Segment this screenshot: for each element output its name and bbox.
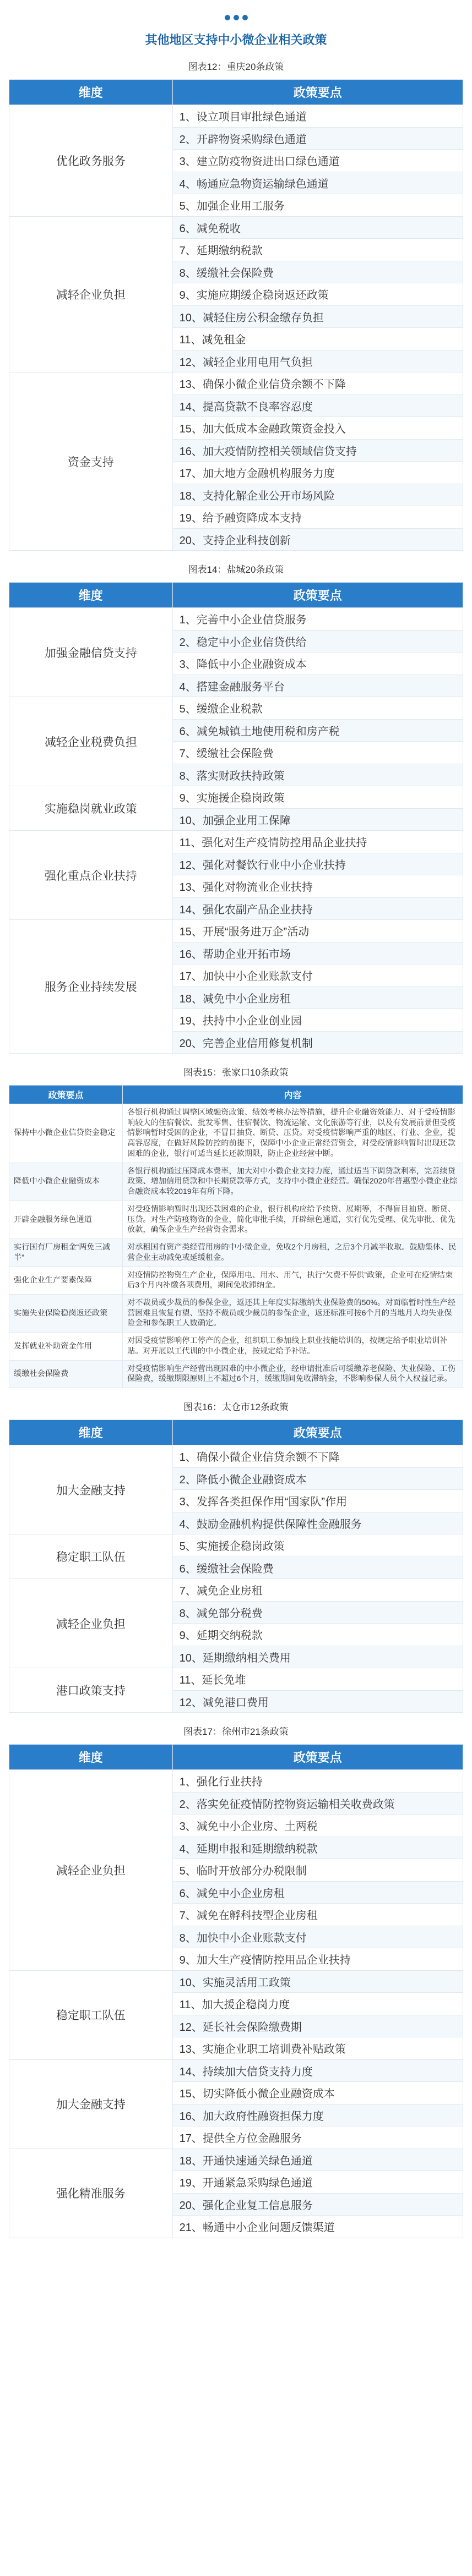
table-row <box>9 1163 463 1201</box>
header-dimension: 维度 <box>9 1420 173 1445</box>
policy-item-cell: 4、畅通应急物资运输绿色通道 <box>172 172 463 194</box>
policy-item-cell: 8、减免部分税费 <box>172 1601 463 1624</box>
policy-item-cell: 19、开通紧急采购绿色通道 <box>172 2171 463 2194</box>
policy-item-cell: 18、减免中小企业房租 <box>172 986 463 1009</box>
table-row <box>9 1534 463 1557</box>
table-row <box>9 786 463 809</box>
table-row <box>9 1267 463 1294</box>
table-row <box>9 2059 463 2082</box>
policy-item-cell: 10、延期缴纳相关费用 <box>172 1646 463 1668</box>
header-policy-points: 政策要点 <box>9 1086 123 1104</box>
policy-item-cell: 18、支持化解企业公开市场风险 <box>172 484 463 506</box>
policy-item-cell: 7、减免企业房租 <box>172 1579 463 1602</box>
policy-item-cell: 2、开辟物资采购绿色通道 <box>172 127 463 150</box>
policy-point-cell: 开辟金融服务绿色通道 <box>9 1201 123 1238</box>
table16-caption: 图表16：太仓市12条政策 <box>183 1402 289 1413</box>
page-title: 其他地区支持中小微企业相关政策 <box>145 33 327 47</box>
policy-item-cell: 12、减免港口费用 <box>172 1690 463 1713</box>
category-cell: 加强金融信贷支持 <box>9 608 173 697</box>
dot-icon <box>225 15 230 20</box>
header-content: 内容 <box>123 1086 463 1104</box>
table-row <box>9 920 463 942</box>
table17 <box>9 1744 463 2238</box>
policy-item-cell: 12、减轻企业用电用气负担 <box>172 350 463 372</box>
policy-item-cell: 10、实施灵活用工政策 <box>172 1970 463 1993</box>
table16-wrap <box>9 1419 463 1713</box>
policy-item-cell: 14、持续加大信贷支持力度 <box>172 2059 463 2082</box>
policy-item-cell: 15、切实降低小微企业融资成本 <box>172 2082 463 2104</box>
category-cell: 减轻企业负担 <box>9 1770 173 1971</box>
table14-caption: 图表14：盐城20条政策 <box>188 564 284 575</box>
policy-item-cell: 18、开通快速通关绿色通道 <box>172 2149 463 2171</box>
policy-item-cell: 17、提供全方位金融服务 <box>172 2126 463 2149</box>
policy-item-cell: 5、临时开放部分办税限制 <box>172 1859 463 1882</box>
policy-item-cell: 13、确保小微企业信贷余额不下降 <box>172 372 463 395</box>
policy-content-cell: 各银行机构通过压降成本费率，加大对中小微企业支持力度，通过适当下调贷款利率，完善续贷政策、增加信用贷款和中长期贷款等方式，支持中小微企业经营。确保2020年普惠型小微企业综合融资成本较2019年有所下降。 <box>123 1163 463 1201</box>
policy-content-cell: 对受疫情影响生产经营出现困难的中小微企业，经申请批准后可缓缴养老保险、失业保险、工伤保险费，缓缴期限原则上不超过6个月，缓缴期间免收滞纳金，不影响参保人员个人权益记录。 <box>123 1360 463 1388</box>
header-dimension: 维度 <box>9 80 173 105</box>
policy-item-cell: 1、确保小微企业信贷余额不下降 <box>172 1445 463 1468</box>
category-cell: 减轻企业税费负担 <box>9 697 173 786</box>
policy-item-cell: 9、加大生产疫情防控用品企业扶持 <box>172 1948 463 1971</box>
policy-item-cell: 20、强化企业复工信息服务 <box>172 2193 463 2216</box>
policy-item-cell: 8、加快中小企业账款支付 <box>172 1926 463 1948</box>
policy-item-cell: 4、搭建金融服务平台 <box>172 675 463 697</box>
category-cell: 强化精准服务 <box>9 2149 173 2238</box>
policy-item-cell: 20、支持企业科技创新 <box>172 528 463 551</box>
policy-item-cell: 5、加强企业用工服务 <box>172 194 463 217</box>
policy-point-cell: 缓缴社会保险费 <box>9 1360 123 1388</box>
category-cell: 服务企业持续发展 <box>9 920 173 1054</box>
table12 <box>9 79 463 551</box>
dot-icon <box>242 15 248 20</box>
policy-item-cell: 4、延期申报和延期缴纳税款 <box>172 1837 463 1859</box>
table-row <box>9 608 463 631</box>
table17-caption: 图表17：徐州市21条政策 <box>183 1727 289 1738</box>
policy-item-cell: 15、加大低成本金融政策资金投入 <box>172 417 463 440</box>
policy-item-cell: 1、设立项目审批绿色通道 <box>172 105 463 128</box>
policy-item-cell: 7、延期缴纳税款 <box>172 239 463 261</box>
policy-item-cell: 4、鼓励金融机构提供保障性金融服务 <box>172 1512 463 1534</box>
table15-wrap <box>9 1085 463 1388</box>
policy-item-cell: 2、降低小微企业融资成本 <box>172 1467 463 1490</box>
policy-item-cell: 5、实施援企稳岗政策 <box>172 1534 463 1557</box>
policy-item-cell: 8、落实财政扶持政策 <box>172 764 463 786</box>
policy-item-cell: 2、稳定中小企业信贷供给 <box>172 630 463 653</box>
table15 <box>9 1085 463 1388</box>
table-row <box>9 1970 463 1993</box>
table17-wrap <box>9 1744 463 2238</box>
table14 <box>9 582 463 1054</box>
table-row <box>9 1770 463 1793</box>
policy-item-cell: 17、加快中小企业账款支付 <box>172 964 463 987</box>
policy-content-cell: 对疫情防控物资生产企业，保障用电、用水、用气，执行“欠费不停供”政策，企业可在疫情结束后3个月内补缴各项费用，期间免收滞纳金。 <box>123 1267 463 1294</box>
policy-item-cell: 5、缓缴企业税款 <box>172 697 463 720</box>
policy-item-cell: 11、加大援企稳岗力度 <box>172 1993 463 2015</box>
category-cell: 资金支持 <box>9 372 173 551</box>
policy-item-cell: 9、延期交纳税款 <box>172 1624 463 1646</box>
policy-item-cell: 9、实施应期缓企稳岗返还政策 <box>172 283 463 306</box>
policy-item-cell: 6、减免税收 <box>172 216 463 239</box>
policy-item-cell: 6、减免城镇土地使用税和房产税 <box>172 719 463 742</box>
category-cell: 稳定职工队伍 <box>9 1534 173 1579</box>
policy-item-cell: 3、发挥各类担保作用“国家队”作用 <box>172 1490 463 1512</box>
policy-item-cell: 7、减免在孵科技型企业房租 <box>172 1904 463 1926</box>
category-cell: 加大金融支持 <box>9 2059 173 2149</box>
category-cell: 港口政策支持 <box>9 1668 173 1713</box>
policy-item-cell: 6、减免中小企业房租 <box>172 1881 463 1904</box>
policy-point-cell: 保持中小微企业信贷资金稳定 <box>9 1104 123 1163</box>
category-cell: 实施稳岗就业政策 <box>9 786 173 831</box>
table15-caption: 图表15：张家口10条政策 <box>183 1067 289 1078</box>
table-row <box>9 1333 463 1360</box>
policy-point-cell: 实行国有厂房租金“两免三减半” <box>9 1239 123 1267</box>
table14-wrap <box>9 582 463 1054</box>
policy-item-cell: 3、建立防疫物资进出口绿色通道 <box>172 150 463 172</box>
policy-content-cell: 对承租国有资产类经营用房的中小微企业，免收2个月房租，之后3个月减半收取。鼓励集体、民营企业主动减免或延缓租金。 <box>123 1239 463 1267</box>
dot-icon <box>234 15 239 20</box>
table-row <box>9 1104 463 1163</box>
policy-item-cell: 12、延长社会保险缴费期 <box>172 2015 463 2037</box>
table-row <box>9 1201 463 1238</box>
policy-item-cell: 16、帮助企业开拓市场 <box>172 942 463 964</box>
category-cell: 强化重点企业扶持 <box>9 831 173 920</box>
policy-point-cell: 强化企业生产要素保障 <box>9 1267 123 1294</box>
policy-item-cell: 3、降低中小企业融资成本 <box>172 653 463 675</box>
table-row <box>9 1668 463 1691</box>
policy-item-cell: 16、加大疫情防控相关领域信贷支持 <box>172 439 463 462</box>
policy-content-cell: 对受疫情影响暂时出现还款困难的企业，银行机构应给予续贷、展期等，不得盲目抽贷、断贷、压贷。对生产防疫物资的企业，简化审批手续，开辟绿色通道，实行优先受理、优先审批、优先放款，确保企业生产经营资金需求。 <box>123 1201 463 1238</box>
table-row <box>9 1579 463 1602</box>
policy-point-cell: 实施失业保险稳岗返还政策 <box>9 1295 123 1333</box>
header-points: 政策要点 <box>172 1420 463 1445</box>
table-row <box>9 1360 463 1388</box>
policy-item-cell: 16、加大政府性融资担保力度 <box>172 2104 463 2126</box>
category-cell: 优化政务服务 <box>9 105 173 217</box>
table-row <box>9 1445 463 1468</box>
table12-caption: 图表12：重庆20条政策 <box>188 62 284 72</box>
policy-item-cell: 6、缓缴社会保险费 <box>172 1556 463 1579</box>
header-points: 政策要点 <box>172 1745 463 1770</box>
policy-item-cell: 17、加大地方金融机构服务力度 <box>172 462 463 484</box>
policy-item-cell: 10、加强企业用工保障 <box>172 808 463 831</box>
policy-item-cell: 19、扶持中小企业创业园 <box>172 1009 463 1032</box>
header-points: 政策要点 <box>172 583 463 608</box>
table-row <box>9 372 463 395</box>
header-dimension: 维度 <box>9 583 173 608</box>
policy-content-cell: 各银行机构通过调整区域融资政策、绩效考核办法等措施，提升企业融资效能力、对于受疫情影响较大的住宿餐饮、批发零售、住宿餐饮、物流运输、文化旅游等行业，以及有发展前景但受疫情影响暂时受困的企业，不冒目抽贷、断贷、压贷。对受疫情影响严重的地区、行业、企业，提高容忍度，在做好风险防控的前提下，保障中小企业正常经营资金，对受疫情影响暂时出现还款困难的企业，银行可适当延长还款期限，防止企业经营中断。 <box>123 1104 463 1163</box>
policy-item-cell: 7、缓缴社会保险费 <box>172 742 463 764</box>
table-row <box>9 2149 463 2171</box>
policy-item-cell: 2、落实免征疫情防控物资运输相关收费政策 <box>172 1792 463 1815</box>
header-points: 政策要点 <box>172 80 463 105</box>
table-row <box>9 1239 463 1267</box>
policy-content-cell: 对因受疫情影响停工停产的企业，组织职工参加线上职业技能培训的，按规定给予职业培训补贴。对开展以工代训的中小微企业，按规定给予补贴。 <box>123 1333 463 1360</box>
table-row <box>9 105 463 128</box>
policy-item-cell: 21、畅通中小企业问题反馈渠道 <box>172 2216 463 2238</box>
table-row <box>9 697 463 720</box>
policy-item-cell: 10、减轻住房公积金缴存负担 <box>172 305 463 328</box>
header-dimension: 维度 <box>9 1745 173 1770</box>
category-cell: 稳定职工队伍 <box>9 1970 173 2059</box>
policy-item-cell: 19、给予融资降成本支持 <box>172 506 463 529</box>
policy-item-cell: 15、开展“服务进万企”活动 <box>172 920 463 942</box>
policy-item-cell: 20、完善企业信用修复机制 <box>172 1031 463 1054</box>
policy-item-cell: 14、强化农副产品企业扶持 <box>172 897 463 920</box>
policy-point-cell: 发挥就业补助资金作用 <box>9 1333 123 1360</box>
policy-item-cell: 1、完善中小企业信贷服务 <box>172 608 463 631</box>
policy-item-cell: 11、减免租金 <box>172 328 463 350</box>
policy-item-cell: 13、强化对物流业企业扶持 <box>172 875 463 898</box>
category-cell: 减轻企业负担 <box>9 216 173 372</box>
policy-content-cell: 对不裁员或少裁员的参保企业，返还其上年度实际缴纳失业保险费的50%。对面临暂时性生产经营困难且恢复有望、坚持不裁员或少裁员的参保企业，返还标准可按6个月的当地月人均失业保险金和参保职工人数确定。 <box>123 1295 463 1333</box>
policy-item-cell: 12、强化对餐饮行业中小企业扶持 <box>172 853 463 875</box>
policy-item-cell: 1、强化行业扶持 <box>172 1770 463 1793</box>
policy-item-cell: 8、缓缴社会保险费 <box>172 261 463 283</box>
policy-item-cell: 11、强化对生产疫情防控用品企业扶持 <box>172 831 463 853</box>
policy-item-cell: 11、延长免堆 <box>172 1668 463 1691</box>
table16 <box>9 1419 463 1713</box>
policy-item-cell: 3、减免中小企业房、土两税 <box>172 1815 463 1837</box>
category-cell: 减轻企业负担 <box>9 1579 173 1668</box>
policy-item-cell: 9、实施援企稳岗政策 <box>172 786 463 809</box>
policy-item-cell: 14、提高贷款不良率容忍度 <box>172 394 463 417</box>
table-row <box>9 831 463 853</box>
table-row <box>9 216 463 239</box>
decorative-dots <box>9 13 463 23</box>
table12-wrap <box>9 79 463 551</box>
policy-point-cell: 降低中小微企业融资成本 <box>9 1163 123 1201</box>
table-row <box>9 1295 463 1333</box>
category-cell: 加大金融支持 <box>9 1445 173 1534</box>
policy-item-cell: 13、实施企业职工培训费补贴政策 <box>172 2037 463 2060</box>
